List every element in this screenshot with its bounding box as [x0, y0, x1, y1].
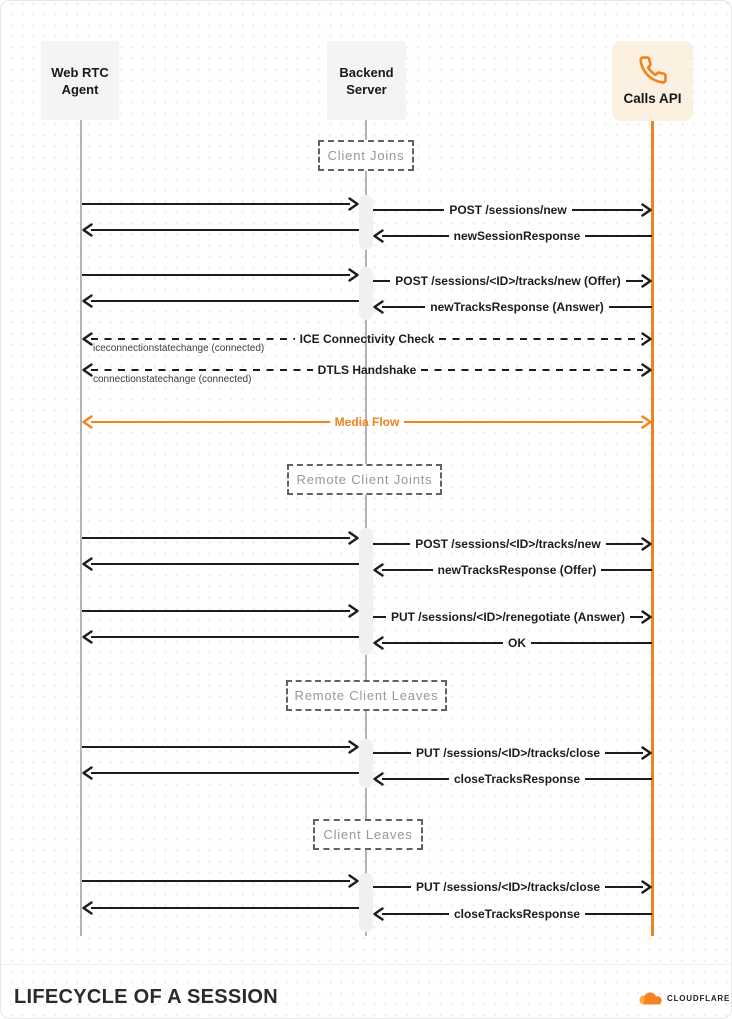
arrowhead-right-icon [641, 880, 652, 894]
activation-bar [359, 739, 373, 788]
arrow-line [82, 274, 350, 276]
message-label: OK [508, 636, 526, 650]
arrowhead-right-icon [348, 268, 359, 282]
arrow-line [373, 616, 386, 618]
arrow-backend-to-calls [373, 746, 652, 760]
arrow-line [601, 569, 652, 571]
arrow-line [572, 209, 643, 211]
arrow-webrtc-to-backend [82, 874, 359, 888]
step-label: Remote Client Joints [296, 472, 433, 487]
event-note: connectionstatechange (connected) [93, 374, 252, 385]
message-label: PUT /sessions/<ID>/tracks/close [415, 746, 601, 760]
message-label: POST /sessions/<ID>/tracks/new [415, 537, 601, 551]
arrow-line [382, 306, 425, 308]
arrow-backend-to-webrtc [82, 901, 359, 915]
message-label: Media Flow [334, 415, 400, 429]
step-remote-client-leaves [286, 680, 447, 711]
arrow-line [585, 913, 652, 915]
arrow-line [91, 369, 313, 371]
arrow-backend-to-calls [373, 203, 652, 217]
arrow-backend-to-calls [373, 880, 652, 894]
participant-label: Backend [339, 64, 394, 80]
arrow-backend-to-webrtc [82, 294, 359, 308]
message-label: POST /sessions/<ID>/tracks/new (Offer) [395, 274, 621, 288]
arrow-backend-to-calls [373, 537, 652, 551]
participant-label: Agent [61, 81, 99, 97]
participant-webrtc-agent [41, 41, 119, 120]
arrow-line [585, 778, 652, 780]
step-label: Client Joins [327, 148, 405, 163]
phone-icon [638, 55, 668, 85]
arrow-webrtc-to-backend [82, 740, 359, 754]
message-label: newTracksResponse (Answer) [430, 300, 604, 314]
arrow-line [373, 209, 444, 211]
arrowhead-right-icon [348, 874, 359, 888]
arrow-line [605, 752, 643, 754]
arrow-line [91, 338, 295, 340]
arrow-line [606, 543, 643, 545]
arrow-backend-to-webrtc [82, 223, 359, 237]
arrow-calls-to-backend [373, 563, 652, 577]
activation-bar [359, 195, 373, 250]
cloudflare-wordmark: CLOUDFLARE [667, 993, 731, 1003]
message-label: DTLS Handshake [317, 363, 417, 377]
arrow-backend-to-webrtc [82, 766, 359, 780]
arrow-line [382, 913, 449, 915]
arrowhead-right-icon [348, 604, 359, 618]
arrow-calls-to-backend [373, 300, 652, 314]
message-label: PUT /sessions/<ID>/tracks/close [415, 880, 601, 894]
arrow-webrtc-to-backend [82, 268, 359, 282]
footer-divider [1, 964, 732, 965]
activation-bar [359, 873, 373, 932]
step-label: Remote Client Leaves [294, 688, 439, 703]
arrow-line [91, 907, 359, 909]
participant-backend-server [327, 41, 406, 120]
arrow-line [91, 772, 359, 774]
message-label: newTracksResponse (Offer) [437, 563, 597, 577]
arrow-line [91, 563, 359, 565]
arrow-line [382, 642, 503, 644]
arrow-line [82, 746, 350, 748]
arrow-line [531, 642, 652, 644]
arrowhead-right-icon [641, 274, 652, 288]
arrow-line [373, 280, 390, 282]
arrow-line [82, 537, 350, 539]
lifeline-webrtc [80, 120, 82, 936]
arrow-line [382, 569, 433, 571]
step-label: Client Leaves [323, 827, 413, 842]
arrow-calls-to-backend [373, 907, 652, 921]
arrow-line [91, 421, 330, 423]
arrow-line [421, 369, 643, 371]
arrowhead-right-icon [348, 531, 359, 545]
step-remote-client-joints [287, 464, 442, 495]
step-client-joins [318, 140, 414, 171]
arrowhead-right-icon [641, 746, 652, 760]
arrow-line [439, 338, 643, 340]
arrow-line [82, 203, 350, 205]
arrow-line [373, 543, 410, 545]
arrow-line [605, 886, 643, 888]
arrowhead-right-icon [641, 203, 652, 217]
cloudflare-cloud-icon [637, 991, 664, 1005]
arrowhead-right-icon [641, 415, 652, 429]
arrow-line [373, 886, 411, 888]
participant-label: Calls API [623, 91, 682, 106]
arrowhead-right-icon [348, 740, 359, 754]
arrow-webrtc-to-backend [82, 531, 359, 545]
arrowhead-right-icon [641, 332, 652, 346]
step-client-leaves [313, 819, 423, 850]
arrow-calls-to-backend [373, 772, 652, 786]
event-note: iceconnectionstatechange (connected) [93, 343, 265, 354]
arrow-calls-to-backend [373, 636, 652, 650]
arrow-webrtc-to-backend [82, 604, 359, 618]
arrow-backend-to-webrtc [82, 557, 359, 571]
arrow-line [91, 229, 359, 231]
arrowhead-right-icon [641, 363, 652, 377]
arrow-line [91, 300, 359, 302]
cloudflare-logo [637, 991, 730, 1005]
arrow-backend-to-webrtc [82, 630, 359, 644]
message-label: closeTracksResponse [453, 772, 581, 786]
arrowhead-right-icon [641, 610, 652, 624]
arrow-line [82, 880, 350, 882]
arrow-line [373, 752, 411, 754]
participant-label: Web RTC [51, 64, 109, 80]
message-label: ICE Connectivity Check [299, 332, 435, 346]
arrowhead-right-icon [348, 197, 359, 211]
arrow-line [382, 235, 449, 237]
message-label: POST /sessions/new [449, 203, 567, 217]
arrow-line [404, 421, 643, 423]
page-title: LIFECYCLE OF A SESSION [14, 986, 279, 1008]
arrow-line [609, 306, 652, 308]
participant-calls-api [612, 41, 693, 121]
arrow-line [91, 636, 359, 638]
arrowhead-right-icon [641, 537, 652, 551]
message-label: closeTracksResponse [453, 907, 581, 921]
activation-bar [359, 267, 373, 320]
message-label: newSessionResponse [453, 229, 581, 243]
arrow-webrtc-to-backend [82, 197, 359, 211]
arrow-line [382, 778, 449, 780]
activation-bar [359, 528, 373, 655]
arrow-line [82, 610, 350, 612]
participant-label: Server [346, 81, 387, 97]
arrow-backend-to-calls [373, 274, 652, 288]
arrow-backend-to-calls [373, 610, 652, 624]
message-label: PUT /sessions/<ID>/renegotiate (Answer) [390, 610, 626, 624]
arrow-media-flow [82, 415, 652, 429]
arrow-calls-to-backend [373, 229, 652, 243]
arrow-line [585, 235, 652, 237]
